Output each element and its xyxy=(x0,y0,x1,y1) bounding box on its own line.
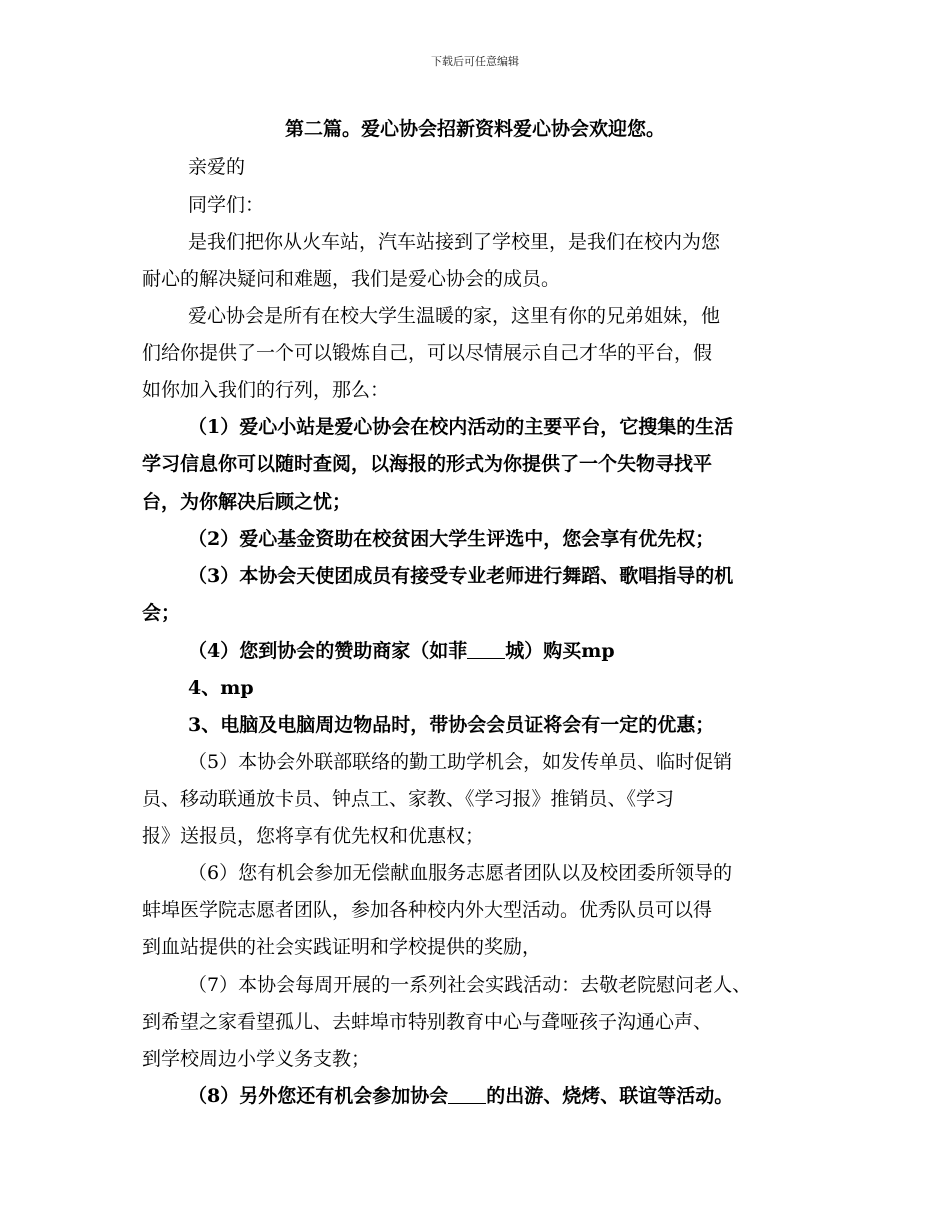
list-item-line xyxy=(188,1081,733,1108)
paragraph-line: 是我们把你从火车站，汽车站接到了学校里，是我们在校内为您 xyxy=(188,231,721,253)
list-item-line: 报》送报员，您将享有优先权和优惠权； xyxy=(142,825,485,847)
list-item-line: 3、电脑及电脑周边物品时，带协会会员证将会有一定的优惠； xyxy=(188,714,715,736)
list-item-line: （5）本协会外联部联络的勤工助学机会，如发传单员、临时促销 xyxy=(188,751,733,773)
blank-underline xyxy=(448,1087,486,1104)
page-header: 下载后可任意编辑 xyxy=(431,55,519,68)
list-item-line: 学习信息你可以随时查阅，以海报的形式为你提供了一个失物寻找平 xyxy=(142,453,713,475)
list-item-line: （6）您有机会参加无偿献血服务志愿者团队以及校团委所领导的 xyxy=(188,862,733,884)
list-item-line: 会； xyxy=(142,602,181,624)
list-item-line: （2）爱心基金资助在校贫困大学生评选中，您会享有优先权； xyxy=(188,528,715,550)
paragraph-line: 耐心的解决疑问和难题，我们是爱心协会的成员。 xyxy=(142,268,561,290)
list-item-line: 到学校周边小学义务支教； xyxy=(142,1048,371,1070)
line-segment: 的出游、烧烤、联谊等活动。 xyxy=(486,1085,734,1107)
list-item-line: 到血站提供的社会实践证明和学校提供的奖励， xyxy=(142,936,542,958)
list-item-line xyxy=(188,636,615,663)
list-item-line: 蚌埠医学院志愿者团队，参加各种校内外大型活动。优秀队员可以得 xyxy=(142,899,713,921)
list-item-line: （1）爱心小站是爱心协会在校内活动的主要平台，它搜集的生活 xyxy=(188,416,734,438)
paragraph-line: 如你加入我们的行列，那么： xyxy=(142,379,390,401)
line-segment: （4）您到协会的赞助商家（如菲 xyxy=(188,640,468,662)
list-item-line: （3）本协会天使团成员有接受专业老师进行舞蹈、歌唱指导的机 xyxy=(188,565,734,587)
list-item-line: 台，为你解决后顾之忧； xyxy=(142,491,352,513)
paragraph-line: 们给你提供了一个可以锻炼自己，可以尽情展示自己才华的平台，假 xyxy=(142,342,713,364)
paragraph-line: 亲爱的 xyxy=(188,156,246,178)
list-item-line: （7）本协会每周开展的一系列社会实践活动：去敬老院慰问老人、 xyxy=(188,974,752,996)
document-title: 第二篇。爱心协会招新资料爱心协会欢迎您。 xyxy=(284,118,665,140)
list-item-line: 到希望之家看望孤儿、去蚌埠市特别教育中心与聋哑孩子沟通心声、 xyxy=(142,1011,713,1033)
line-segment: 城）购买mp xyxy=(505,640,615,662)
blank-underline xyxy=(467,642,505,659)
paragraph-line: 爱心协会是所有在校大学生温暖的家，这里有你的兄弟姐妹，他 xyxy=(188,305,721,327)
list-item-line: 员、移动联通放卡员、钟点工、家教、《学习报》推销员、《学习 xyxy=(142,788,675,810)
list-item-line: 4、mp xyxy=(188,677,254,699)
paragraph-line: 同学们： xyxy=(188,194,265,216)
line-segment: （8）另外您还有机会参加协会 xyxy=(188,1085,449,1107)
